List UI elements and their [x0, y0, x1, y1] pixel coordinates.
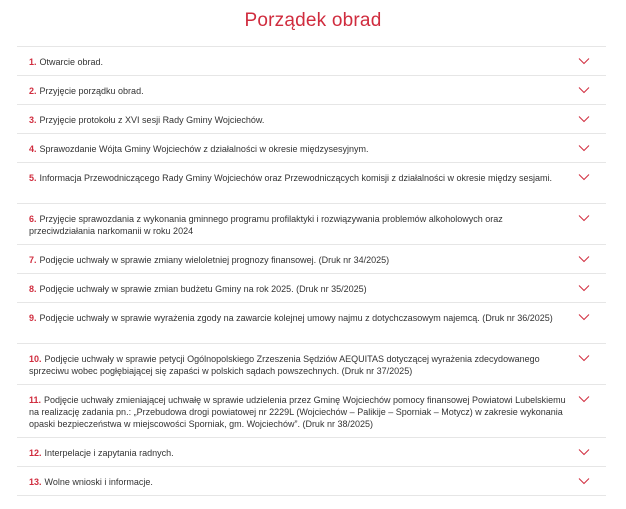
- agenda-item-text: Informacja Przewodniczącego Rady Gminy Wojciechów oraz Przewodniczących komisji z działalności w okresie między sesjami.: [39, 173, 553, 183]
- agenda-item-text: Podjęcie uchwały w sprawie petycji Ogólnopolskiego Zrzeszenia Sędziów AEQUITAS dotyczącej wyrażenia zdecydowanego sprzeciwu wobec pogłębiającej się zapaści w polskich sądach powszechnych. (Druk nr 37/2025): [29, 354, 540, 376]
- agenda-item-text: Podjęcie uchwały w sprawie wyrażenia zgody na zawarcie kolejnej umowy najmu z dotychczasowym najemcą. (Druk nr 36/2025): [39, 313, 553, 323]
- agenda-item-1[interactable]: [17, 47, 606, 76]
- agenda-item-13[interactable]: [17, 467, 606, 496]
- agenda-item-7[interactable]: [17, 245, 606, 274]
- chevron-down-icon[interactable]: [578, 354, 590, 362]
- agenda-item-number: 6.: [29, 214, 37, 224]
- agenda-item-number: 3.: [29, 115, 37, 125]
- chevron-down-icon[interactable]: [578, 448, 590, 456]
- agenda-item-number: 7.: [29, 255, 37, 265]
- agenda-item-5[interactable]: [17, 163, 606, 204]
- agenda-item-number: 4.: [29, 144, 37, 154]
- chevron-down-icon[interactable]: [578, 313, 590, 321]
- agenda-item-text: Interpelacje i zapytania radnych.: [44, 448, 174, 458]
- chevron-down-icon[interactable]: [578, 57, 590, 65]
- agenda-item-number: 12.: [29, 448, 42, 458]
- agenda-item-number: 10.: [29, 354, 42, 364]
- agenda-item-12[interactable]: [17, 438, 606, 467]
- agenda-item-text: Przyjęcie porządku obrad.: [39, 86, 144, 96]
- agenda-item-text: Sprawozdanie Wójta Gminy Wojciechów z działalności w okresie międzysesyjnym.: [39, 144, 369, 154]
- agenda-item-11[interactable]: [17, 385, 606, 438]
- agenda-item-number: 8.: [29, 284, 37, 294]
- agenda-item-6[interactable]: [17, 204, 606, 245]
- agenda-item-number: 5.: [29, 173, 37, 183]
- agenda-item-number: 13.: [29, 477, 42, 487]
- chevron-down-icon[interactable]: [578, 86, 590, 94]
- agenda-item-9[interactable]: [17, 303, 606, 344]
- agenda-item-number: 1.: [29, 57, 37, 67]
- chevron-down-icon[interactable]: [578, 284, 590, 292]
- agenda-list: [17, 46, 606, 496]
- chevron-down-icon[interactable]: [578, 255, 590, 263]
- agenda-item-number: 9.: [29, 313, 37, 323]
- agenda-item-text: Podjęcie uchwały w sprawie zmian budżetu Gminy na rok 2025. (Druk nr 35/2025): [39, 284, 367, 294]
- agenda-item-number: 11.: [29, 395, 42, 405]
- chevron-down-icon[interactable]: [578, 477, 590, 485]
- agenda-item-4[interactable]: [17, 134, 606, 163]
- agenda-item-8[interactable]: [17, 274, 606, 303]
- chevron-down-icon[interactable]: [578, 395, 590, 403]
- agenda-item-2[interactable]: [17, 76, 606, 105]
- chevron-down-icon[interactable]: [578, 144, 590, 152]
- agenda-item-text: Otwarcie obrad.: [39, 57, 104, 67]
- agenda-item-text: Podjęcie uchwały zmieniającej uchwałę w sprawie udzielenia przez Gminę Wojciechów pomocy finansowej Powiatowi Lubelskiemu na realizację zadania pn.: „Przebudowa drogi powiatowej nr 2229L (Wojciechów – Palikije – Sporniak – Motycz) w zakresie wykonania opaski bezpieczeństwa w miejscowości Sporniak, gm. Wojciechów”. (Druk nr 38/2025): [29, 395, 566, 429]
- agenda-item-3[interactable]: [17, 105, 606, 134]
- agenda-item-number: 2.: [29, 86, 37, 96]
- chevron-down-icon[interactable]: [578, 173, 590, 181]
- chevron-down-icon[interactable]: [578, 115, 590, 123]
- agenda-item-text: Podjęcie uchwały w sprawie zmiany wieloletniej prognozy finansowej. (Druk nr 34/2025): [39, 255, 390, 265]
- page-title: Porządek obrad: [244, 10, 382, 31]
- chevron-down-icon[interactable]: [578, 214, 590, 222]
- agenda-item-text: Wolne wnioski i informacje.: [44, 477, 153, 487]
- agenda-item-10[interactable]: [17, 344, 606, 385]
- agenda-item-text: Przyjęcie sprawozdania z wykonania gminnego programu profilaktyki i rozwiązywania problemów alkoholowych oraz przeciwdziałania narkomanii w roku 2024: [29, 214, 503, 236]
- agenda-item-text: Przyjęcie protokołu z XVI sesji Rady Gminy Wojciechów.: [39, 115, 265, 125]
